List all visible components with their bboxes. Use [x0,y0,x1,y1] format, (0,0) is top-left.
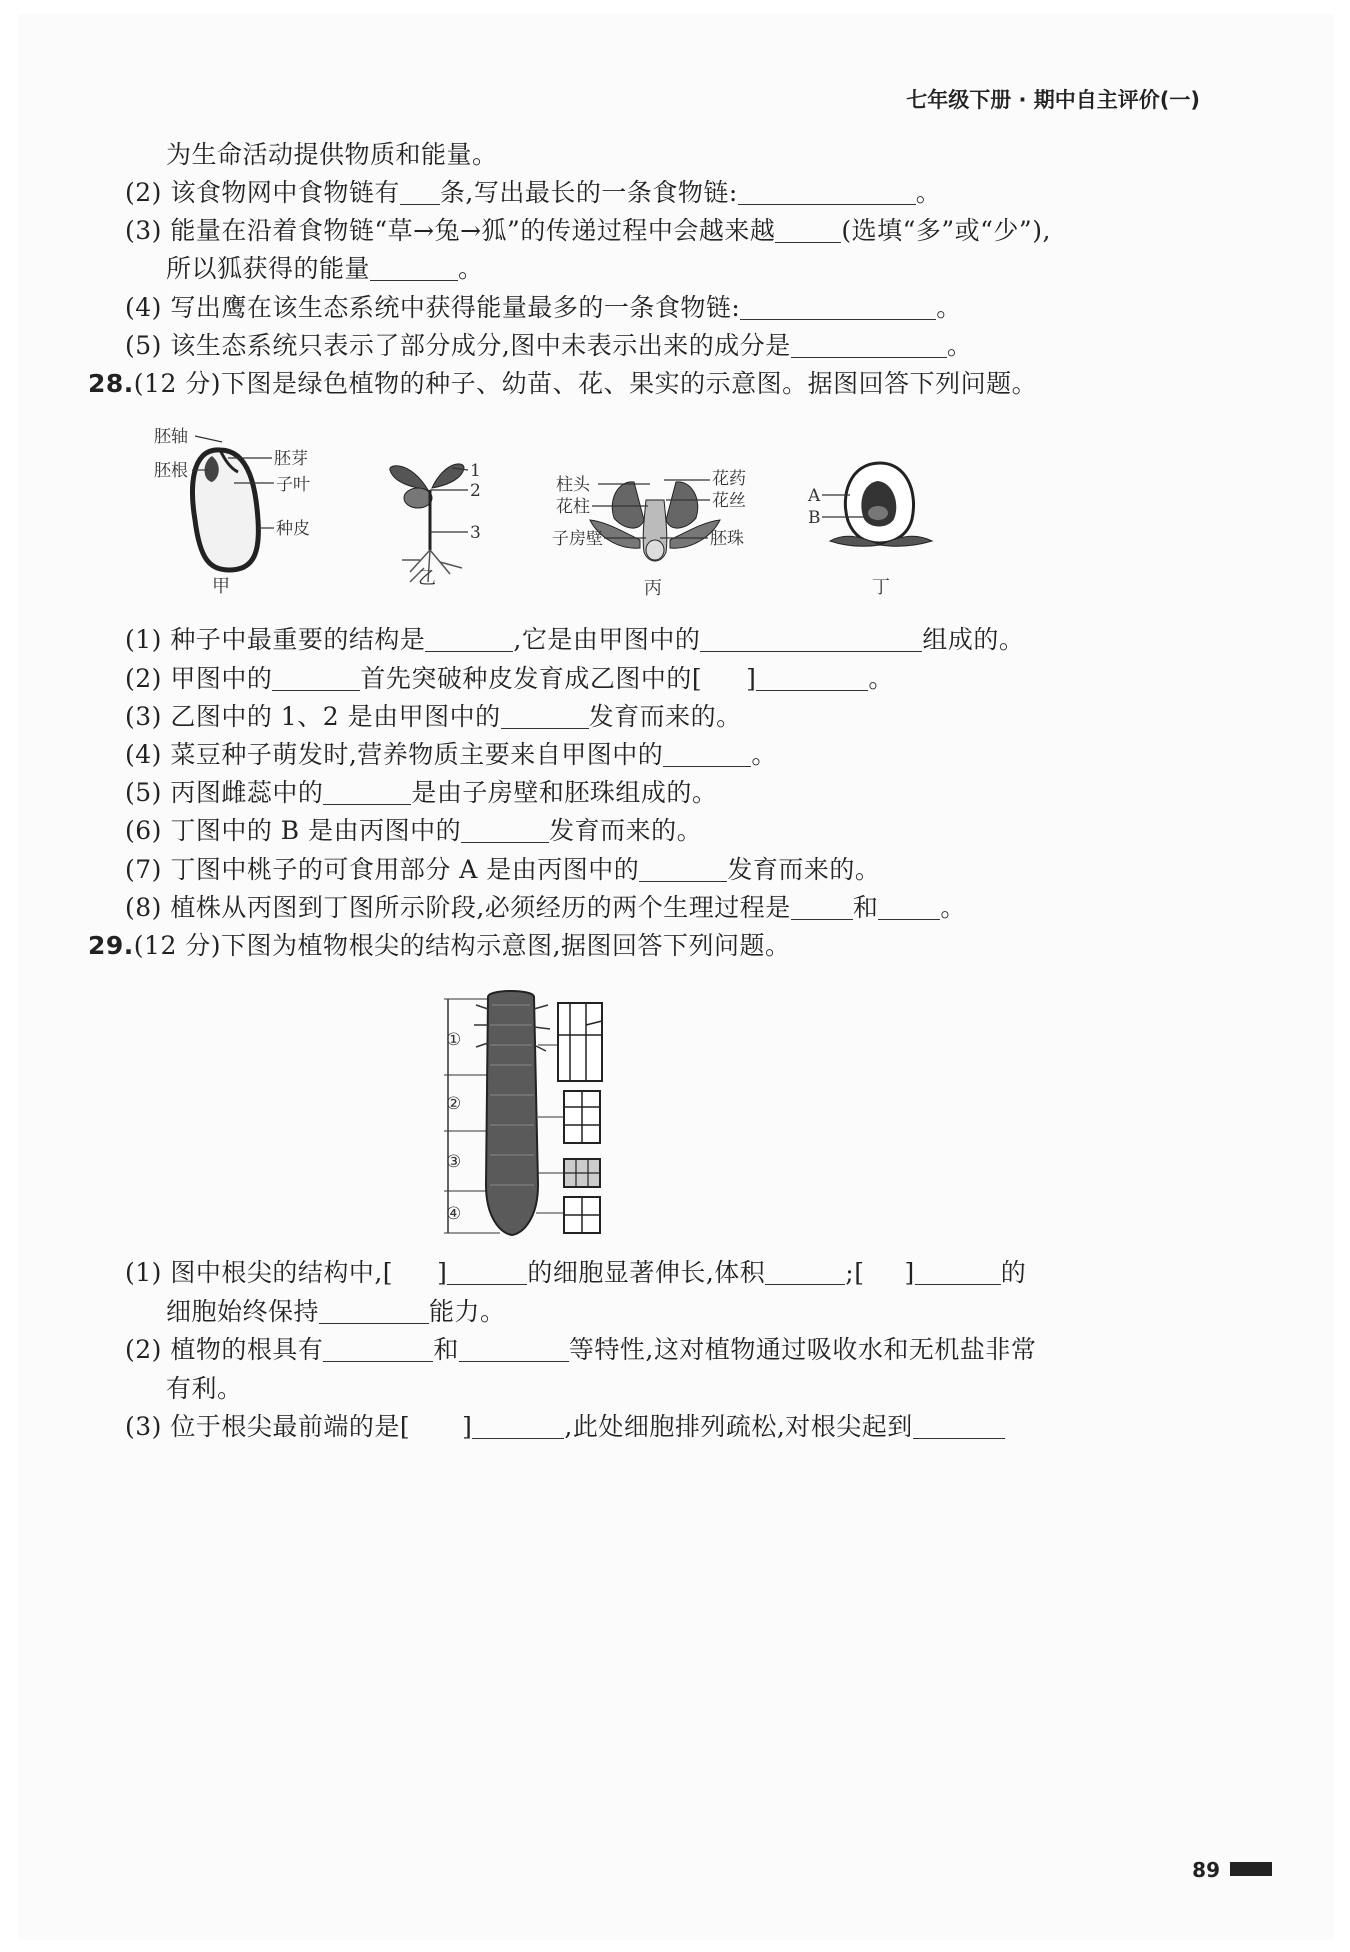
q27-item-3: (3) 能量在沿着食物链“草→兔→狐”的传递过程中会越来越 (选填“多”或“少”), [125,216,1051,245]
answer-blank[interactable] [913,1414,1005,1439]
q28-item-5: (5) 丙图雌蕊中的 是由子房壁和胚珠组成的。 [125,778,718,807]
answer-blank[interactable] [400,180,440,205]
label-2: 2 [470,481,481,501]
label-zone-2: ② [446,1094,462,1114]
answer-blank[interactable] [740,295,936,320]
page-number: 89 [1192,1858,1220,1882]
q27-item-2: (2) 该食物网中食物链有 条,写出最长的一条食物链: 。 [125,178,942,207]
label-huayao: 花药 [712,469,746,489]
answer-blank[interactable] [425,627,513,652]
answer-blank[interactable] [461,818,549,843]
answer-blank[interactable] [878,895,940,920]
label-zifangbi: 子房壁 [552,529,603,549]
label-1: 1 [470,461,481,481]
label-B: B [808,508,821,528]
page-header: 七年级下册 · 期中自主评价(一) [906,88,1200,112]
q28-item-8: (8) 植株从丙图到丁图所示阶段,必须经历的两个生理过程是 和 。 [125,893,966,922]
question-number: 29. [88,931,134,960]
question-number: 28. [88,369,134,398]
label-zone-1: ① [446,1030,462,1050]
label-peiya: 胚芽 [274,449,308,469]
answer-blank[interactable] [791,333,947,358]
q28-stem: 28.(12 分)下图是绿色植物的种子、幼苗、花、果实的示意图。据图回答下列问题。 [88,369,1038,398]
caption-yi: 乙 [418,568,436,589]
q27-item-4: (4) 写出鹰在该生态系统中获得能量最多的一条食物链: 。 [125,293,962,322]
answer-blank[interactable] [447,1260,527,1285]
answer-blank[interactable] [915,1260,1001,1285]
q27-item-5: (5) 该生态系统只表示了部分成分,图中未表示出来的成分是 。 [125,331,973,360]
answer-blank[interactable] [323,1337,433,1362]
answer-blank[interactable] [272,666,360,691]
label-peizhu: 胚珠 [710,529,744,549]
q27-line-0: 为生命活动提供物质和能量。 [166,140,498,169]
root-tip-figure [440,985,615,1240]
caption-jia: 甲 [212,576,230,595]
answer-blank[interactable] [663,742,751,767]
answer-blank[interactable] [370,256,458,281]
q28-item-1: (1) 种子中最重要的结构是 ,它是由甲图中的 组成的。 [125,625,1025,654]
q29-item-3: (3) 位于根尖最前端的是[ ] ,此处细胞排列疏松,对根尖起到 [125,1410,1005,1444]
fruit-figure-ding [800,455,950,600]
caption-ding: 丁 [872,577,890,598]
q29-item-2-cont: 有利。 [166,1374,243,1403]
q28-item-2: (2) 甲图中的 首先突破种皮发育成乙图中的[ ] 。 [125,664,894,693]
seed-figure-jia [150,420,320,595]
caption-bing: 丙 [644,578,662,599]
q29-stem: 29.(12 分)下图为植物根尖的结构示意图,据图回答下列问题。 [88,931,791,960]
label-peizhou: 胚轴 [154,427,188,447]
answer-blank[interactable] [700,627,922,652]
answer-blank[interactable] [323,780,411,805]
q28-item-3: (3) 乙图中的 1、2 是由甲图中的 发育而来的。 [125,702,742,731]
answer-blank[interactable] [756,666,868,691]
label-A: A [808,486,821,506]
label-3: 3 [470,523,481,543]
label-zhongpi: 种皮 [276,519,310,539]
label-zone-3: ③ [446,1152,462,1172]
q29-item-1-cont: 细胞始终保持 能力。 [166,1297,506,1326]
label-zhutou: 柱头 [556,475,590,495]
label-huasi: 花丝 [712,491,746,511]
label-peigen: 胚根 [154,461,188,481]
answer-blank[interactable] [639,857,727,882]
q28-item-6: (6) 丁图中的 B 是由丙图中的 发育而来的。 [125,816,703,845]
label-huazhu: 花柱 [556,497,590,517]
answer-blank[interactable] [319,1299,429,1324]
q28-item-7: (7) 丁图中桃子的可食用部分 A 是由丙图中的 发育而来的。 [125,855,881,884]
label-zone-4: ④ [446,1204,462,1224]
answer-blank[interactable] [472,1414,564,1439]
answer-blank[interactable] [765,1260,845,1285]
q28-item-4: (4) 菜豆种子萌发时,营养物质主要来自甲图中的 。 [125,740,777,769]
seedling-figure-yi [380,450,500,595]
answer-blank[interactable] [501,704,589,729]
q27-item-3-cont: 所以狐获得的能量 。 [166,254,484,283]
answer-blank[interactable] [738,180,916,205]
label-ziye: 子叶 [276,475,310,495]
answer-blank[interactable] [459,1337,569,1362]
answer-blank[interactable] [775,218,841,243]
answer-blank[interactable] [791,895,853,920]
flower-figure-bing [548,460,763,600]
q29-item-1: (1) 图中根尖的结构中,[ ] 的细胞显著伸长,体积 ;[ ] 的 [125,1258,1027,1287]
page-number-bar [1230,1862,1272,1876]
q29-item-2: (2) 植物的根具有 和 等特性,这对植物通过吸收水和无机盐非常 [125,1335,1037,1364]
